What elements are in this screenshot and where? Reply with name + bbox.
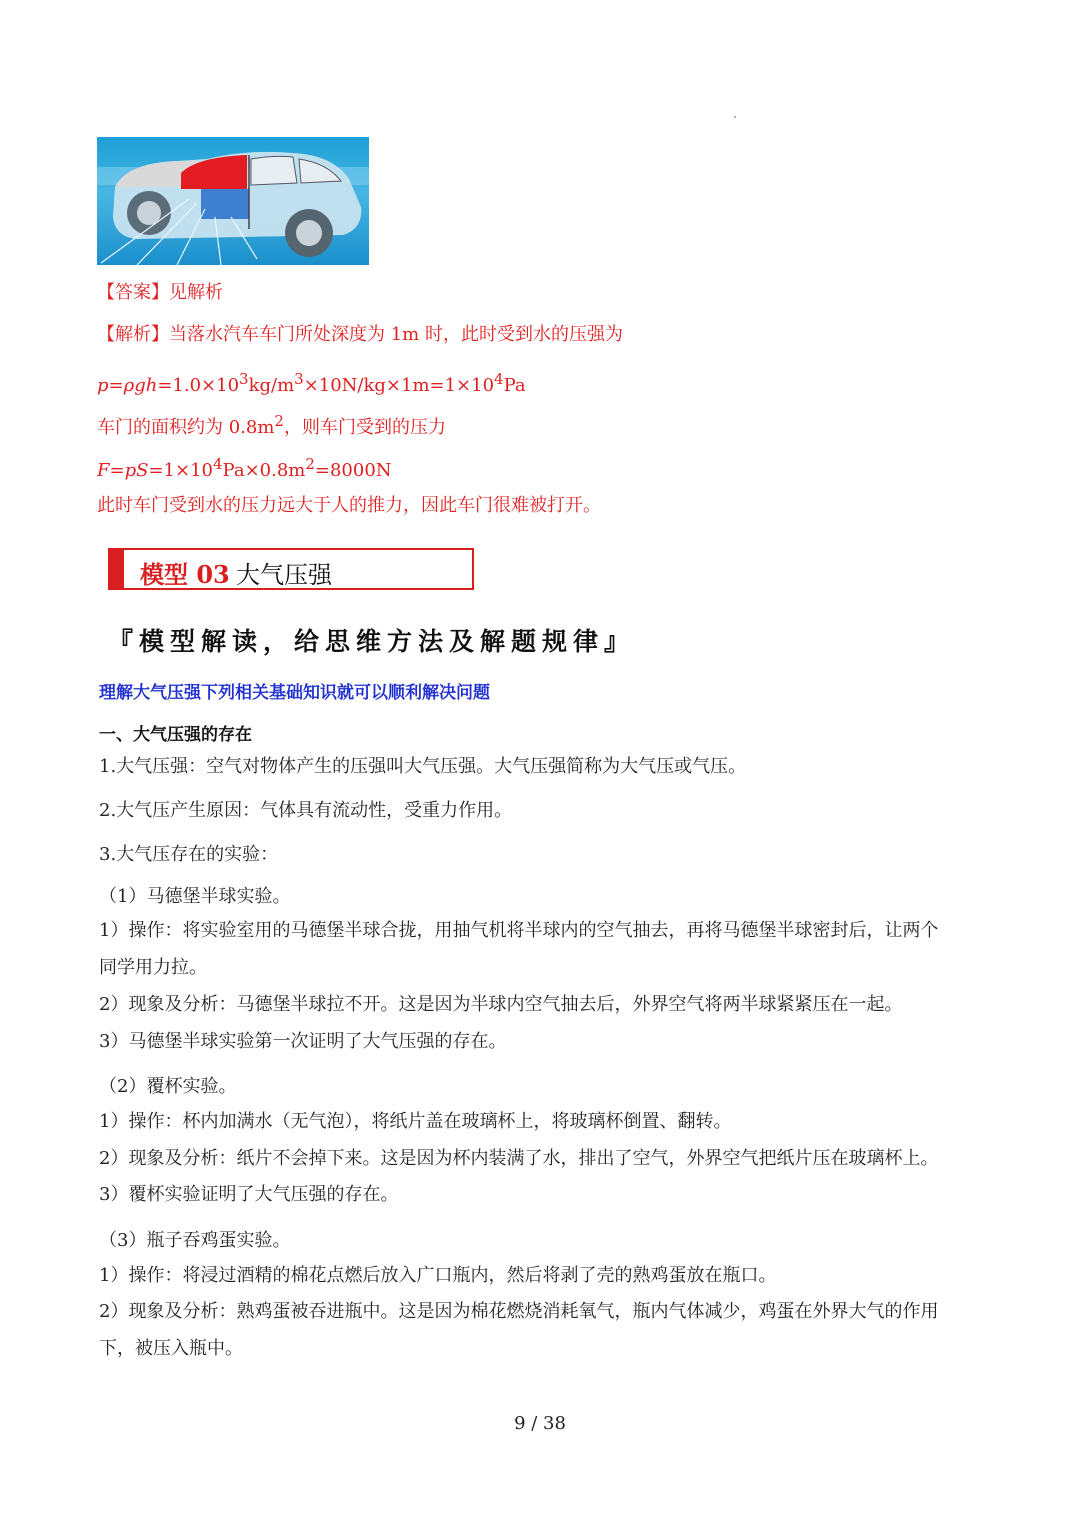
body-line: 2）现象及分析：熟鸡蛋被吞进瓶中。这是因为棉花燃烧消耗氧气，瓶内气体减少，鸡蛋在外界大气的作用 [99, 1301, 939, 1322]
body-line: 3）马德堡半球实验第一次证明了大气压强的存在。 [99, 1031, 507, 1052]
analysis-conclusion: 此时车门受到水的压力远大于人的推力，因此车门很难被打开。 [97, 495, 601, 516]
var-pS: pS [124, 460, 149, 481]
formula-part: ×10N/kg×1m=1×10 [303, 375, 495, 396]
model-title: 大气压强 [236, 561, 332, 589]
body-line: 2）现象及分析：马德堡半球拉不开。这是因为半球内空气抽去后，外界空气将两半球紧紧压在一起。 [99, 994, 903, 1015]
formula-part: =1.0×10 [157, 375, 240, 396]
body-line: 1）操作：将实验室用的马德堡半球合拢，用抽气机将半球内的空气抽去，再将马德堡半球密封后，让两个 [99, 920, 939, 941]
formula-part: Pa×0.8m [222, 460, 306, 481]
sup: 2 [274, 412, 284, 430]
section-heading: 『模型解读，给思维方法及解题规律』 [108, 627, 636, 656]
model-number: 模型 03 [140, 560, 230, 589]
area-text: 车门的面积约为 0.8m [97, 417, 275, 438]
body-line: 1.大气压强：空气对物体产生的压强叫大气压强。大气压强简称为大气压或气压。 [99, 756, 747, 777]
formula-part: =8000N [314, 460, 392, 481]
section-1-title: 一、大气压强的存在 [99, 725, 252, 745]
analysis-line-1 [97, 322, 623, 348]
answer-text: 见解析 [169, 282, 223, 303]
body-line: （1）马德堡半球实验。 [99, 886, 291, 907]
answer-line [97, 280, 223, 306]
analysis-text-1: 当落水汽车车门所处深度为 1m 时，此时受到水的压强为 [169, 324, 623, 345]
speck [734, 116, 736, 118]
body-line: 2.大气压产生原因：气体具有流动性，受重力作用。 [99, 800, 513, 821]
car-illustration [97, 137, 369, 265]
sup: 4 [494, 370, 504, 388]
section-subheading: 理解大气压强下列相关基础知识就可以顺利解决问题 [99, 683, 490, 703]
body-line: 3）覆杯实验证明了大气压强的存在。 [99, 1184, 399, 1205]
var-F: F [97, 460, 110, 481]
body-line: 3.大气压存在的实验： [99, 844, 279, 865]
body-line: 1）操作：将浸过酒精的棉花点燃后放入广口瓶内，然后将剥了壳的熟鸡蛋放在瓶口。 [99, 1265, 777, 1286]
sunken-car-figure [97, 137, 369, 265]
analysis-formula-pressure [97, 366, 526, 399]
body-line: 1）操作：杯内加满水（无气泡），将纸片盖在玻璃杯上，将玻璃杯倒置、翻转。 [99, 1111, 732, 1132]
body-line: （3）瓶子吞鸡蛋实验。 [99, 1230, 291, 1251]
page-number: 9 / 38 [514, 1413, 566, 1434]
body-line: 同学用力拉。 [99, 957, 207, 978]
model-title-box [108, 548, 474, 590]
model-accent-bar [110, 550, 124, 588]
var-rho-g-h: ρgh [123, 375, 158, 396]
body-line: （2）覆杯实验。 [99, 1076, 237, 1097]
sup: 3 [239, 370, 249, 388]
answer-label: 【答案】 [97, 282, 169, 303]
formula-part: kg/m [248, 375, 295, 396]
area-text-2: ，则车门受到的压力 [283, 417, 446, 438]
formula-part: Pa [503, 375, 526, 396]
sup: 4 [212, 455, 223, 473]
analysis-line-area [97, 408, 446, 441]
analysis-label: 【解析】 [97, 324, 169, 345]
eq: = [108, 375, 124, 396]
sup: 3 [294, 370, 304, 388]
formula-part: =1×10 [148, 460, 213, 481]
var-p: p [97, 375, 109, 396]
body-line: 2）现象及分析：纸片不会掉下来。这是因为杯内装满了水，排出了空气，外界空气把纸片压在玻璃杯上。 [99, 1148, 939, 1169]
sup: 2 [305, 455, 315, 473]
analysis-formula-force [97, 451, 392, 484]
eq: = [109, 460, 125, 481]
body-line: 下，被压入瓶中。 [99, 1338, 243, 1359]
